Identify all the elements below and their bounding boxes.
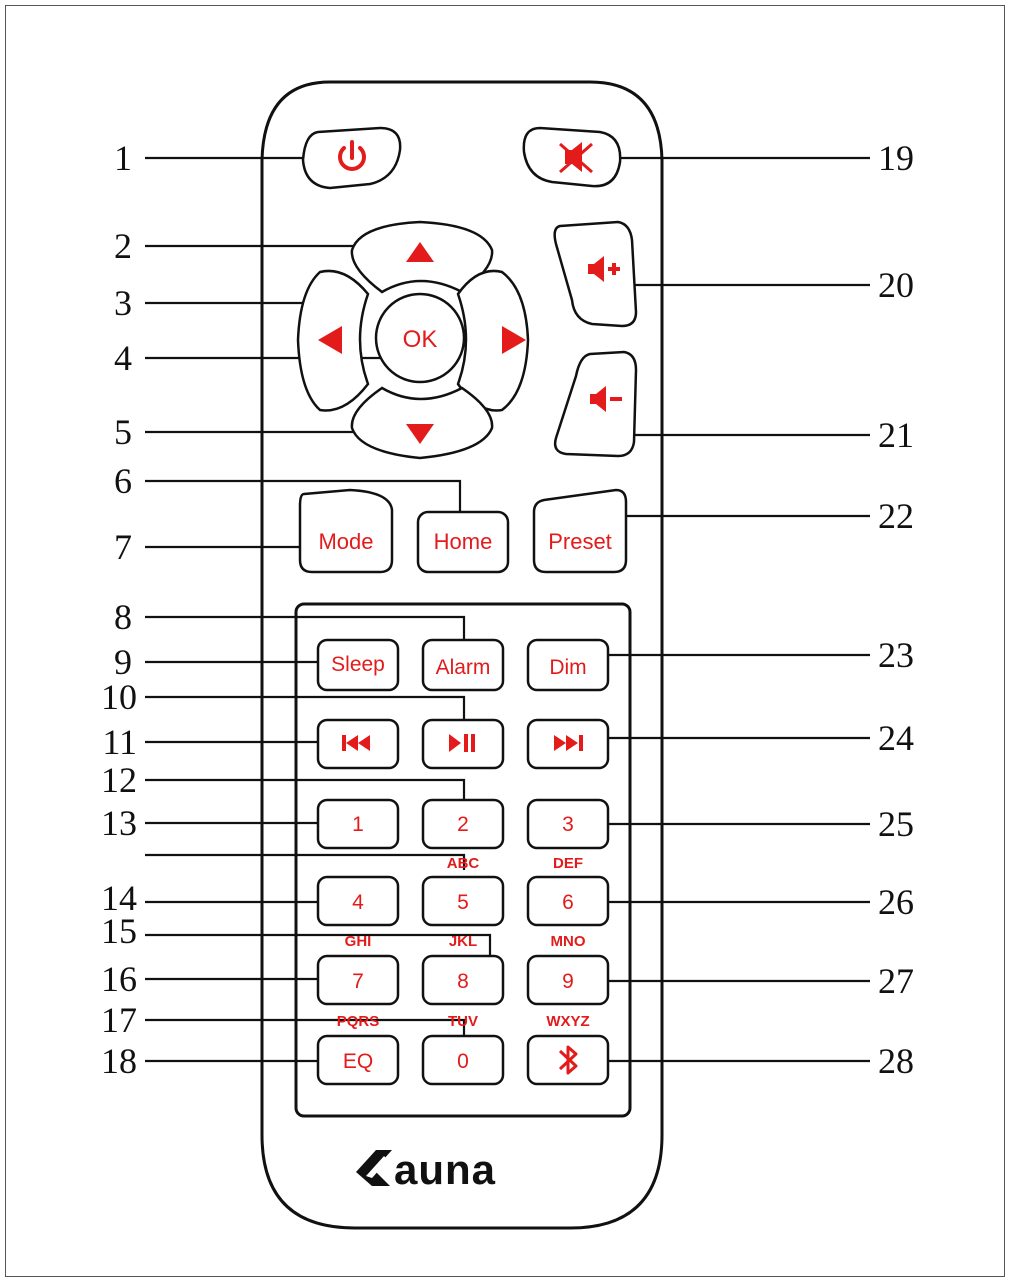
- dpad: [298, 222, 528, 458]
- sublabel-ghi: GHI: [344, 933, 372, 950]
- callout-5: 5: [114, 412, 132, 452]
- sleep-label: Sleep: [331, 653, 385, 676]
- callout-12: 12: [101, 760, 137, 800]
- callout-7: 7: [114, 527, 132, 567]
- key-0-button[interactable]: [423, 1036, 503, 1084]
- key-3-button[interactable]: [528, 800, 608, 848]
- alarm-label: Alarm: [435, 656, 491, 679]
- callout-2: 2: [114, 226, 132, 266]
- sublabel-pqrs: PQRS: [336, 1013, 380, 1030]
- key-6-label: 6: [562, 891, 574, 914]
- sublabel-abc: ABC: [446, 855, 480, 872]
- callout-18: 18: [101, 1041, 137, 1081]
- callout-20: 20: [878, 265, 914, 305]
- callout-1: 1: [114, 138, 132, 178]
- dim-label: Dim: [549, 656, 587, 679]
- key-5-label: 5: [457, 891, 469, 914]
- callout-6: 6: [114, 461, 132, 501]
- preset-label: Preset: [548, 529, 612, 554]
- alarm-button[interactable]: [423, 640, 503, 690]
- eq-button[interactable]: [318, 1036, 398, 1084]
- auna-logo: [356, 1146, 496, 1193]
- callout-10: 10: [101, 677, 137, 717]
- bluetooth-button[interactable]: [528, 1036, 608, 1084]
- callout-24: 24: [878, 718, 914, 758]
- key-3-label: 3: [562, 813, 574, 836]
- callout-11: 11: [102, 722, 137, 762]
- ok-button[interactable]: [376, 294, 464, 382]
- volume-down-button[interactable]: [555, 352, 636, 456]
- callout-23: 23: [878, 635, 914, 675]
- callout-21: 21: [878, 415, 914, 455]
- key-7-button[interactable]: [318, 956, 398, 1004]
- callout-26: 26: [878, 882, 914, 922]
- callout-27: 27: [878, 961, 914, 1001]
- next-button[interactable]: [528, 720, 608, 768]
- callout-13: 13: [101, 803, 137, 843]
- callout-8: 8: [114, 597, 132, 637]
- key-2-label: 2: [457, 813, 469, 836]
- key-8-button[interactable]: [423, 956, 503, 1004]
- callout-9: 9: [114, 642, 132, 682]
- play-pause-button[interactable]: [423, 720, 503, 768]
- callout-15: 15: [101, 911, 137, 951]
- volume-up-button[interactable]: [555, 222, 636, 326]
- home-label: Home: [433, 529, 493, 554]
- callout-25: 25: [878, 804, 914, 844]
- mode-button[interactable]: [300, 490, 392, 572]
- dim-button[interactable]: [528, 640, 608, 690]
- previous-button[interactable]: [318, 720, 398, 768]
- preset-button[interactable]: [534, 490, 626, 572]
- callout-28: 28: [878, 1041, 914, 1081]
- key-2-button[interactable]: [423, 800, 503, 848]
- callout-14: 14: [101, 878, 137, 918]
- power-button[interactable]: [303, 128, 400, 188]
- key-4-button[interactable]: [318, 877, 398, 925]
- callout-22: 22: [878, 496, 914, 536]
- dpad-down-button[interactable]: [352, 388, 492, 458]
- sublabel-mno: MNO: [550, 933, 586, 950]
- ok-label: OK: [402, 326, 438, 353]
- callout-16: 16: [101, 959, 137, 999]
- key-8-label: 8: [457, 970, 469, 993]
- home-button[interactable]: [418, 512, 508, 572]
- key-1-button[interactable]: [318, 800, 398, 848]
- callout-17: 17: [101, 1000, 137, 1040]
- key-4-label: 4: [352, 891, 364, 914]
- key-9-label: 9: [562, 970, 574, 993]
- callout-4: 4: [114, 338, 132, 378]
- brand-name: auna: [394, 1146, 497, 1193]
- key-1-label: 1: [352, 813, 364, 836]
- callout-3: 3: [114, 283, 132, 323]
- key-0-label: 0: [457, 1050, 469, 1073]
- sleep-button[interactable]: [318, 640, 398, 690]
- sublabel-wxyz: WXYZ: [546, 1013, 590, 1030]
- mute-button[interactable]: [524, 128, 620, 186]
- callout-19: 19: [878, 138, 914, 178]
- key-7-label: 7: [352, 970, 364, 993]
- key-5-button[interactable]: [423, 877, 503, 925]
- sublabel-tuv: TUV: [448, 1013, 478, 1030]
- eq-label: EQ: [342, 1050, 374, 1073]
- sublabel-def: DEF: [553, 855, 583, 872]
- mode-label: Mode: [318, 529, 374, 554]
- sublabel-jkl: JKL: [448, 933, 478, 950]
- key-9-button[interactable]: [528, 956, 608, 1004]
- key-6-button[interactable]: [528, 877, 608, 925]
